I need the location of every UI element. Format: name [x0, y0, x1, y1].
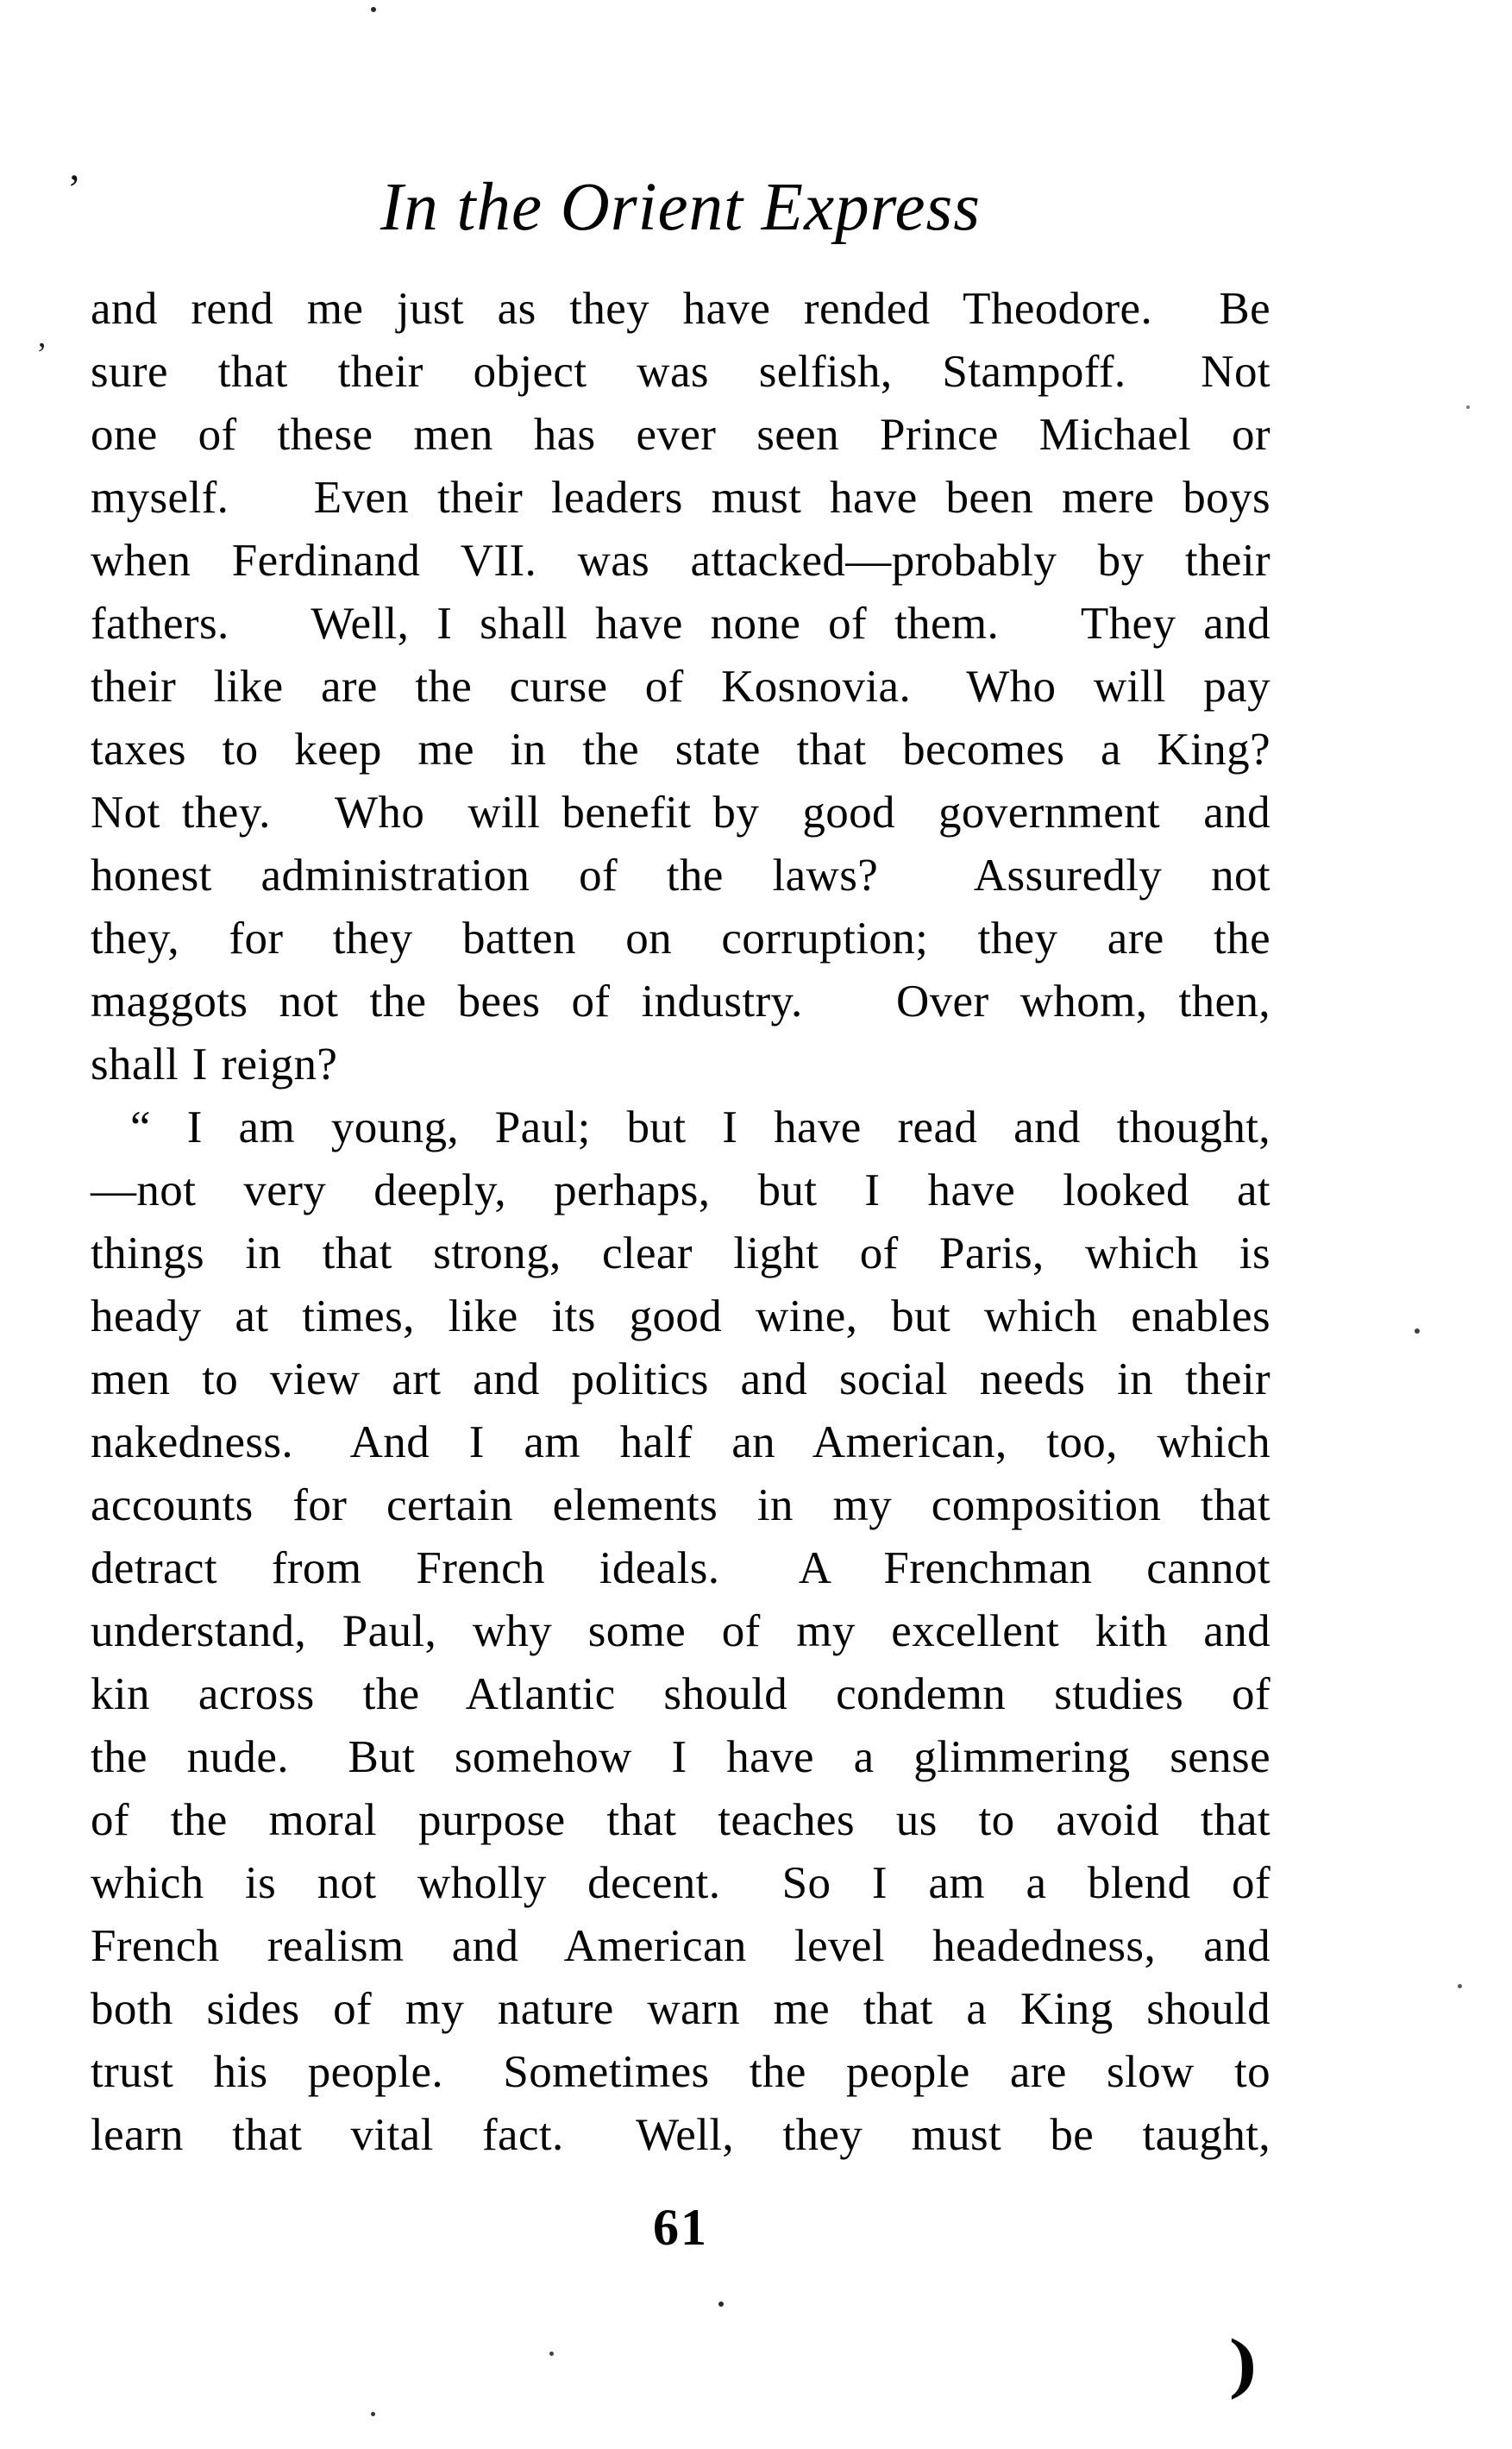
text-line-20: accounts for certain elements in my composition that [91, 1480, 1270, 1530]
text-line-26: which is not wholly decent. So I am a blend of [91, 1858, 1270, 1908]
text-line-9: Not they. Who will benefit by good government and [91, 788, 1270, 838]
text-line-27: French realism and American level headedness, and [91, 1921, 1270, 1971]
stray-ink-mark-2: ’ [36, 336, 47, 373]
text-line-23: kin across the Atlantic should condemn studies of [91, 1669, 1270, 1719]
text-line-30: learn that vital fact. Well, they must be taught, [91, 2110, 1270, 2160]
text-line-28: both sides of my nature warn me that a King should [91, 1984, 1270, 2034]
stray-ink-mark-3 [371, 7, 376, 12]
text-line-19: nakedness. And I am half an American, too, which [91, 1417, 1270, 1467]
text-line-10: honest administration of the laws? Assuredly not [91, 851, 1270, 901]
stray-ink-mark-10 [371, 2412, 375, 2416]
text-line-18: men to view art and politics and social needs in their [91, 1354, 1270, 1404]
text-line-24: the nude. But somehow I have a glimmering sense [91, 1732, 1270, 1782]
text-line-6: fathers. Well, I shall have none of them. They and [91, 599, 1270, 649]
text-line-29: trust his people. Sometimes the people are slow to [91, 2047, 1270, 2097]
stray-ink-mark-5 [1415, 1328, 1420, 1334]
text-line-15: —not very deeply, perhaps, but I have looked at [91, 1165, 1270, 1215]
text-line-11: they, for they batten on corruption; they are the [91, 914, 1270, 964]
text-line-14: “ I am young, Paul; but I have read and thought, [130, 1102, 1270, 1152]
text-line-3: one of these men has ever seen Prince Michael or [91, 410, 1270, 460]
text-line-4: myself. Even their leaders must have been mere boys [91, 473, 1270, 523]
text-line-12: maggots not the bees of industry. Over whom, then, [91, 976, 1270, 1027]
text-line-13: shall I reign? [91, 1039, 338, 1089]
text-line-8: taxes to keep me in the state that becomes a King? [91, 725, 1270, 775]
stray-ink-mark-4 [1466, 405, 1470, 409]
text-line-2: sure that their object was selfish, Stampoff. Not [91, 347, 1270, 397]
running-header-title: In the Orient Express [380, 170, 981, 245]
text-line-17: heady at times, like its good wine, but which enables [91, 1291, 1270, 1341]
text-line-16: things in that strong, clear light of Paris, which is [91, 1228, 1270, 1278]
stray-ink-mark-7: ) [1228, 2325, 1258, 2400]
text-line-22: understand, Paul, why some of my excellent kith and [91, 1606, 1270, 1656]
text-line-1: and rend me just as they have rended Theodore. Be [91, 284, 1270, 334]
text-line-7: their like are the curse of Kosnovia. Who will pay [91, 662, 1270, 712]
page-number: 61 [653, 2199, 708, 2256]
body-text-block [91, 278, 1270, 2167]
stray-ink-mark-6 [1458, 1984, 1462, 1988]
stray-ink-mark-9 [549, 2352, 554, 2356]
text-line-5: when Ferdinand VII. was attacked—probably by their [91, 536, 1270, 586]
text-line-25: of the moral purpose that teaches us to avoid that [91, 1795, 1270, 1845]
stray-ink-mark-8 [718, 2301, 724, 2307]
text-line-21: detract from French ideals. A Frenchman cannot [91, 1543, 1270, 1593]
stray-ink-mark-1: ’ [67, 166, 81, 212]
